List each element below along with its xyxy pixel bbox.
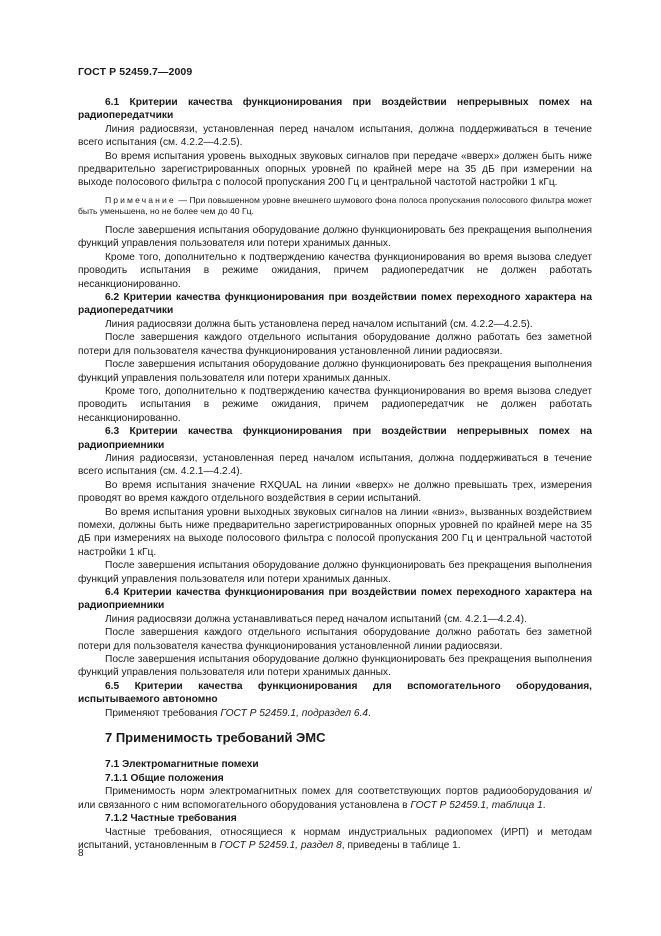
text-run: Применимость норм электромагнитных помех для соответствующих портов радиооборудования и/или связанного с ним вспомогательного оборудования установлена в (78, 786, 592, 811)
paragraph: Кроме того, дополнительно к подтверждению качества функционирования во время вызова следует проводить испытания в режиме ожидания, причем радиопередатчик не должен работать несанкционированно. (78, 385, 592, 424)
section-6-2-heading: 6.2 Критерии качества функционирования при воздействии помех переходного характера на радиопередатчики (78, 292, 592, 317)
paragraph (78, 707, 592, 720)
section-7-1-heading: 7.1 Электромагнитные помехи (105, 759, 259, 771)
note-text: — При повышенном уровне внешнего шумового фона полоса пропускания полосового фильтра может быть уменьшена, но не более чем до 40 Гц. (78, 194, 592, 217)
paragraph: Во время испытания значение RXQUAL на линии «вверх» не должно превышать трех, измерения проводят во время каждого отдельного воздействия в серии испытаний. (78, 479, 592, 505)
reference-link: ГОСТ Р 52459.1, раздел 8 (219, 839, 342, 851)
paragraph: Во время испытания уровни выходных звуковых сигналов на линии «вниз», вызванных воздействием помехи, должны быть ниже предварительно зарегистрированных опорных уровней по крайней мере на 35 дБ при измерениях на выходе полосового фильтра с полосой пропускания 200 Гц и центральной частотой настройки 1 кГц. (78, 506, 592, 558)
page-number: 8 (78, 848, 84, 859)
section-6-4-heading: 6.4 Критерии качества функционирования при воздействии помех переходного характера на радиоприемники (78, 587, 592, 612)
paragraph: После завершения каждого отдельного испытания оборудование должно работать без заметной потери для пользователя качества функционирования установленной линии радиосвязи. (78, 627, 592, 652)
reference-link: ГОСТ Р 52459.1, подраздел 6.4 (220, 707, 369, 719)
paragraph: После завершения испытания оборудование должно функционировать без прекращения выполнения функций управления пользователя или потери хранимых данных. (78, 654, 592, 679)
paragraph: Линия радиосвязи должна устанавливаться перед началом испытаний (см. 4.2.1—4.2.4). (105, 613, 527, 625)
note-paragraph (78, 195, 592, 218)
paragraph: Линия радиосвязи, установленная перед началом испытания, должна поддерживаться в течение всего испытания (см. 4.2.2—4.2.5). (78, 123, 592, 149)
paragraph: После завершения испытания оборудование должно функционировать без прекращения выполнения функций управления пользователя или потери хранимых данных. (78, 359, 592, 384)
text-run: , приведены в таблице 1. (341, 839, 461, 851)
section-6-5-heading: 6.5 Критерии качества функционирования для вспомогательного оборудования, испытываемого автономно (78, 680, 592, 706)
document-body (78, 96, 592, 852)
note-label: Примечание (105, 194, 176, 205)
paragraph: Линия радиосвязи должна быть установлена перед началом испытаний (см. 4.2.2—4.2.5). (105, 318, 533, 330)
paragraph (78, 826, 592, 853)
paragraph: После завершения каждого отдельного испытания оборудование должно работать без заметной потери для пользователя качества функционирования установленной линии радиосвязи. (78, 332, 592, 357)
paragraph: После завершения испытания оборудование должно функционировать без прекращения выполнения функций управления пользователя или потери хранимых данных. (78, 560, 592, 585)
paragraph: Кроме того, дополнительно к подтверждению качества функционирования во время вызова следует проводить испытания в режиме ожидания, причем радиопередатчик не должен работать несанкционированно. (78, 251, 592, 290)
section-7-1-1-heading: 7.1.1 Общие положения (105, 772, 224, 784)
text-run: Применяют требования (105, 707, 221, 719)
section-6-1-heading: 6.1 Критерии качества функционирования при воздействии непрерывных помех на радиопередатчики (78, 97, 592, 122)
section-7-heading: 7 Применимость требований ЭМС (105, 730, 326, 746)
paragraph: Во время испытания уровень выходных звуковых сигналов при передаче «вверх» должен быть ниже предварительно зарегистрированных опорных уровней по крайней мере на 35 дБ при измерении на выходе полосового фильтра с полосой пропускания 200 Гц и центральной частотой настройки 1 кГц. (78, 150, 592, 189)
paragraph: После завершения испытания оборудование должно функционировать без прекращения выполнения функций управления пользователя или потери хранимых данных. (78, 225, 592, 250)
paragraph (78, 785, 592, 812)
paragraph: Линия радиосвязи, установленная перед началом испытания, должна поддерживаться в течение всего испытания (см. 4.2.1—4.2.4). (78, 452, 592, 478)
text-run: . (542, 799, 546, 811)
text-run: . (368, 707, 371, 719)
section-6-3-heading: 6.3 Критерии качества функционирования при воздействии непрерывных помех на радиоприемники (78, 426, 592, 451)
reference-link: ГОСТ Р 52459.1, таблица 1 (410, 799, 543, 811)
text-run: Частные требования, относящиеся к нормам индустриальных радиопомех (ИРП) и методам испытаний, установленным в (78, 826, 592, 851)
document-header: ГОСТ Р 52459.7—2009 (78, 66, 193, 78)
section-7-1-2-heading: 7.1.2 Частные требования (105, 813, 237, 825)
